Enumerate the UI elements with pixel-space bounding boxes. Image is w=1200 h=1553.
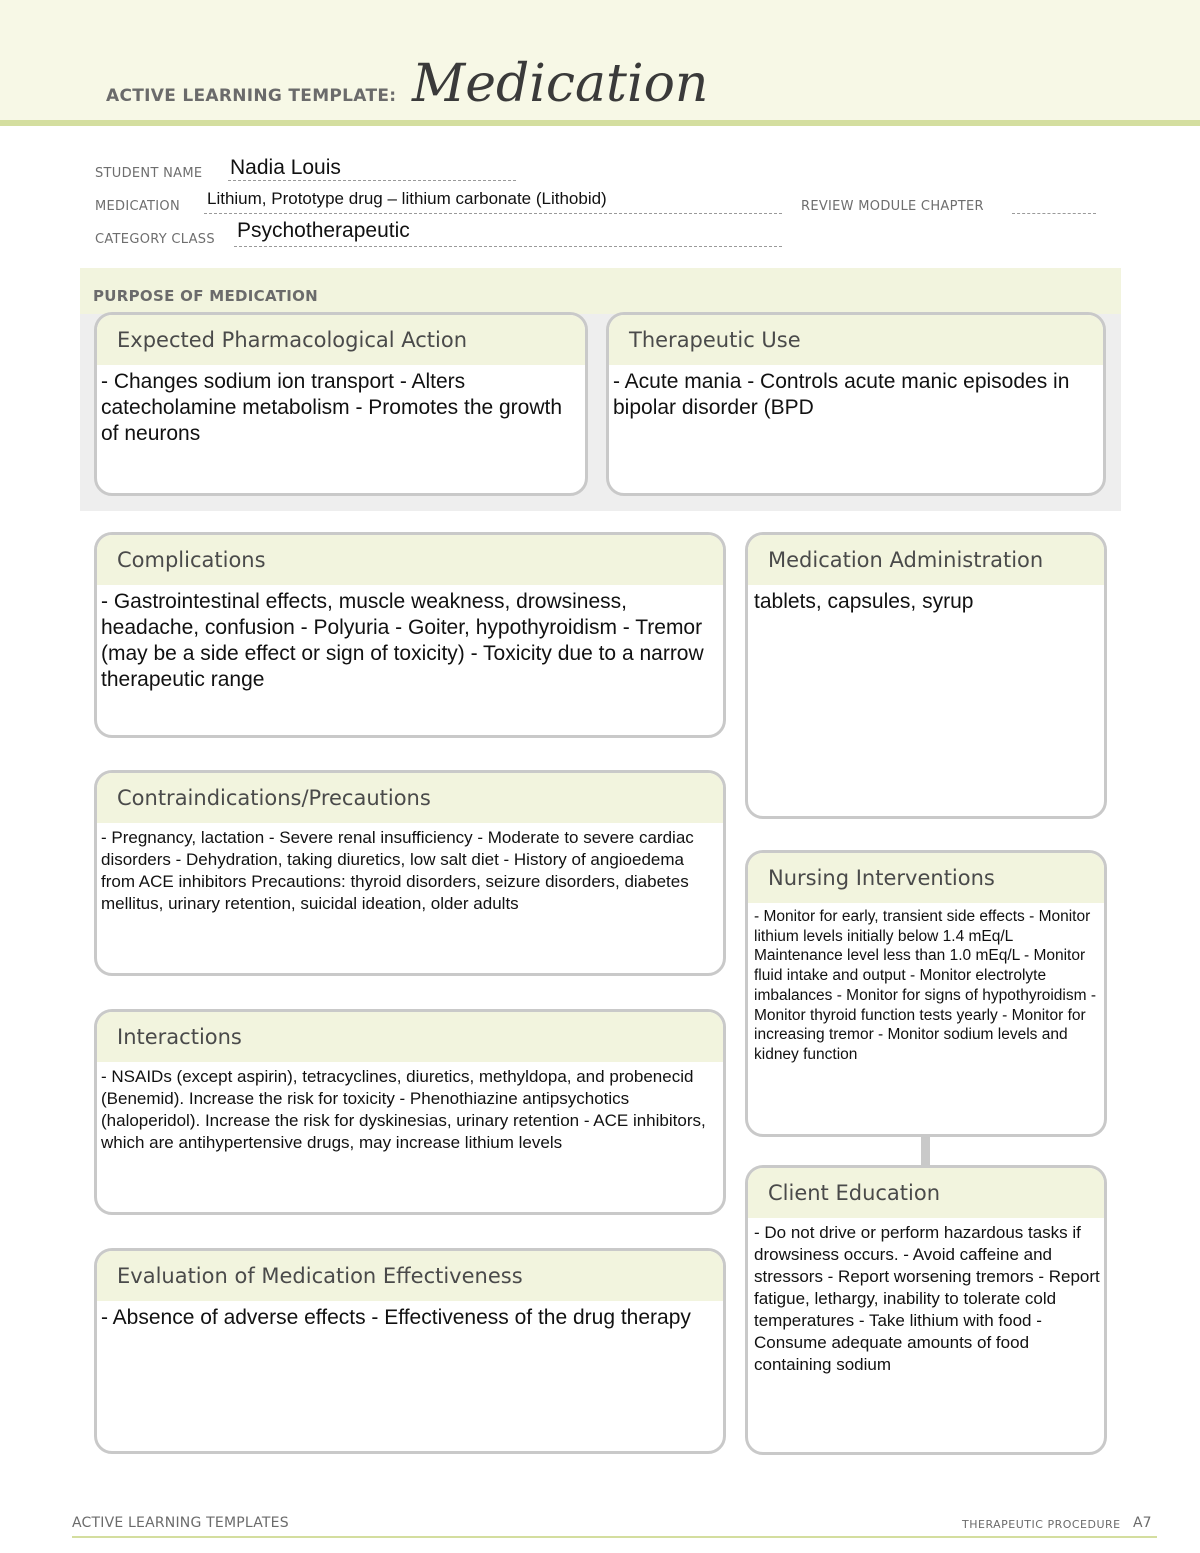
- nursing-interventions-box: [745, 850, 1107, 1137]
- student-name-line: [228, 180, 516, 181]
- nursing-interventions-text[interactable]: - Monitor for early, transient side effects - Monitor lithium levels initially below 1.4 mEq/L Maintenance level less than 1.0 mEq/L - Monitor fluid intake and output - Monitor electrolyte imbalances - Monitor for signs of hypothyroidism - Monitor thyroid function tests yearly - Monitor for increasing tremor - Monitor sodium levels and kidney function: [754, 908, 1096, 1063]
- contraindications-text[interactable]: - Pregnancy, lactation - Severe renal insufficiency - Moderate to severe cardiac disorders - Dehydration, taking diuretics, low salt diet - History of angioedema from ACE inhibitors Precautions: thyroid disorders, seizure disorders, diabetes mellitus, urinary retention, suicidal ideation, older adults: [101, 828, 694, 913]
- therapeutic-use-box: [606, 312, 1106, 496]
- complications-text[interactable]: - Gastrointestinal effects, muscle weakness, drowsiness, headache, confusion - Polyuria - Goiter, hypothyroidism - Tremor (may be a side effect or sign of toxicity) - Toxicity due to a narrow therapeutic range: [101, 590, 704, 691]
- review-module-line: [1012, 213, 1096, 214]
- nursing-interventions-heading: Nursing Interventions: [748, 853, 1104, 903]
- header-rule: [0, 120, 1200, 126]
- complications-heading: Complications: [97, 535, 723, 585]
- medication-label: MEDICATION: [95, 199, 180, 214]
- student-name-label: STUDENT NAME: [95, 166, 203, 181]
- template-prefix: ACTIVE LEARNING TEMPLATE:: [106, 86, 397, 106]
- footer-right-label: THERAPEUTIC PROCEDURE: [962, 1518, 1121, 1531]
- review-module-label: REVIEW MODULE CHAPTER: [801, 199, 984, 214]
- client-education-heading: Client Education: [748, 1168, 1104, 1218]
- interactions-heading: Interactions: [97, 1012, 723, 1062]
- student-name-field[interactable]: Nadia Louis: [230, 156, 341, 179]
- page-number: A7: [1133, 1515, 1152, 1531]
- footer-left-label: ACTIVE LEARNING TEMPLATES: [72, 1515, 289, 1531]
- contraindications-box: [94, 770, 726, 976]
- therapeutic-use-text[interactable]: - Acute mania - Controls acute manic episodes in bipolar disorder (BPD: [613, 370, 1070, 419]
- expected-action-box: [94, 312, 588, 496]
- client-education-box: [745, 1165, 1107, 1455]
- medication-administration-box: [745, 532, 1107, 819]
- connector-bar: [921, 1135, 930, 1165]
- category-class-label: CATEGORY CLASS: [95, 232, 215, 247]
- footer-rule: [72, 1536, 1157, 1538]
- therapeutic-use-heading: Therapeutic Use: [609, 315, 1103, 365]
- interactions-box: [94, 1009, 726, 1215]
- category-class-field[interactable]: Psychotherapeutic: [237, 219, 410, 242]
- purpose-title: PURPOSE OF MEDICATION: [93, 287, 319, 305]
- page-title: Medication: [412, 54, 709, 114]
- medication-line: [204, 213, 782, 214]
- medication-field[interactable]: Lithium, Prototype drug – lithium carbonate (Lithobid): [207, 189, 607, 208]
- client-education-text[interactable]: - Do not drive or perform hazardous tasks if drowsiness occurs. - Avoid caffeine and stressors - Report worsening tremors - Report fatigue, lethargy, inability to tolerate cold temperatures - Take lithium with food - Consume adequate amounts of food containing sodium: [754, 1223, 1100, 1374]
- medication-administration-heading: Medication Administration: [748, 535, 1104, 585]
- complications-box: [94, 532, 726, 738]
- evaluation-text[interactable]: - Absence of adverse effects - Effectiveness of the drug therapy: [101, 1306, 691, 1329]
- medication-administration-text[interactable]: tablets, capsules, syrup: [754, 590, 974, 613]
- expected-action-heading: Expected Pharmacological Action: [97, 315, 585, 365]
- evaluation-box: [94, 1248, 726, 1454]
- expected-action-text[interactable]: - Changes sodium ion transport - Alters catecholamine metabolism - Promotes the growth of neurons: [101, 370, 563, 445]
- category-class-line: [234, 246, 782, 247]
- interactions-text[interactable]: - NSAIDs (except aspirin), tetracyclines, diuretics, methyldopa, and probenecid (Benemid). Increase the risk for toxicity - Phenothiazine antipsychotics (haloperidol). Increase the risk for dyskinesias, urinary retention - ACE inhibitors, which are antihypertensive drugs, may increase lithium levels: [101, 1067, 706, 1152]
- contraindications-heading: Contraindications/Precautions: [97, 773, 723, 823]
- evaluation-heading: Evaluation of Medication Effectiveness: [97, 1251, 723, 1301]
